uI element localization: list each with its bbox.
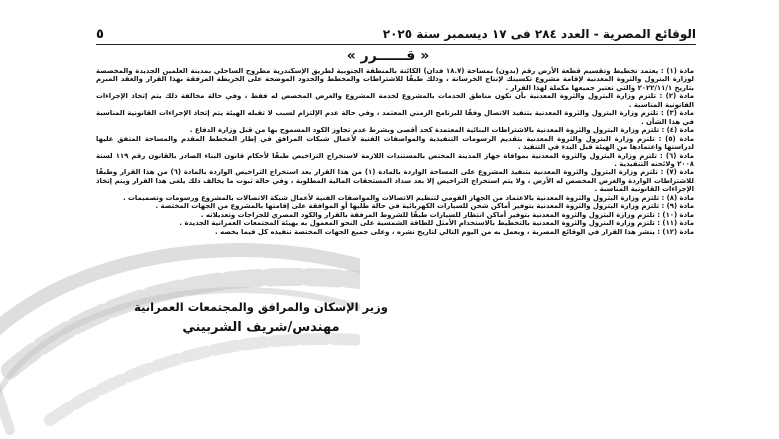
article-text: تلتزم وزارة البترول والثروة المعدنية بالاشتراطات البنائية المعتمدة كحد أقصى وبشرط عدم تجاوز الكود المسموح بها من قبل وزارة الدفاع . [189,126,660,135]
page-number: ٥ [96,27,104,42]
article-label: مادة (١٠) : [657,210,694,219]
article-1 [96,67,694,92]
article-text: تلتزم وزارة البترول والثروة المعدنية بتوفير أماكن شحن للسيارات الكهربائية في حالة طلبها أو الموافقة على إقامتها بالمشروع من الجهات المختصة . [155,202,660,211]
article-4 [96,126,694,134]
decree-body [96,67,694,236]
article-text: تلتزم وزارة البترول والثروة المعدنية بتوفير أماكن انتظار للسيارات طبقًا للشروط المرفقة بالقرار والكود المصري للجراجات وتعديلاته . [200,210,655,219]
minister-name: مهندس/شريف الشربيني [182,320,340,335]
header-divider [96,44,696,45]
article-12 [96,228,694,236]
article-2 [96,92,694,109]
article-10 [96,211,694,219]
article-text: يعتمد تخطيط وتقسيم قطعة الأرض رقم (بدون) بمساحة (١٨.٧ فدان) الكائنة بالمنطقة الجنوبية لطريق الإسكندرية مطروح الساحلي بمدينة العلمين الجديدة والمخصصة لوزارة البترول والثروة المعدنية لإقامة مشروع تكسينك لإنتاج الخرسانة ، وذلك طبقًا للاشتراطات والمخطط والحدود الموضحة على الخريطة المرفقة بهذا القرار والعقد المبرم بتاريخ ٢٠٢٢/١١/١ والتي تعتبر جميعها مكملة لهذا القرار . [96,67,694,92]
article-label: مادة (٦) : [660,151,694,160]
decree-title: « قــــــرر » [346,48,430,64]
article-label: مادة (١٢) : [657,227,694,236]
article-text: ينشر هذا القرار في الوقائع المصرية ، ويعمل به من اليوم التالي لتاريخ نشره ، وعلى جميع الجهات المختصة تنفيذه كل فيما يخصه . [215,227,655,236]
page-header [96,24,696,46]
signature-block [96,300,426,335]
article-6 [96,152,694,169]
article-label: مادة (٣) : [660,109,695,118]
article-text: تلتزم وزارة البترول والثروة المعدنية بالتخطيط بالاستخدام الأمثل للطاقة الشمسية على النحو المعمول به بهيئة المجتمعات العمرانية الجديدة . [179,219,655,228]
article-9 [96,202,694,210]
article-label: مادة (٥) : [658,134,694,143]
article-label: مادة (١١) : [657,219,694,228]
article-7 [96,168,694,193]
article-text: تلتزم وزارة البترول والثروة المعدنية بتنفيذ الاتصال وفقًا للبرنامج الزمني المعتمد ، وفي حالة عدم الإلتزام لسبب لا تقبله الهيئة يتم إتخاذ الإجراءات القانونية المناسبة في هذا الشأن . [96,109,694,126]
article-11 [96,219,694,227]
article-3 [96,109,694,126]
article-label: مادة (٩) : [661,202,694,211]
minister-title: وزير الإسكان والمرافق والمجتمعات العمرانية [134,300,388,314]
article-label: مادة (٨) : [661,193,694,202]
article-5 [96,135,694,152]
article-label: مادة (١) : [660,67,694,75]
gazette-header-title: الوقائع المصرية - العدد ٢٨٤ فى ١٧ ديسمبر سنة ٢٠٢٥ [382,27,696,41]
article-text: تلتزم وزارة البترول والثروة المعدنية بموافاة جهاز المدينة المختص بالمستندات اللازمة لاستخراج التراخيص طبقًا لأحكام قانون البناء الصادر بالقانون رقم ١١٩ لسنة ٢٠٠٨ ولائحته التنفيذية . [96,151,694,168]
article-label: مادة (٢) : [659,92,695,101]
article-text: تلتزم وزارة البترول والثروة المعدنية بالاعتماد من الجهاز القومي لتنظيم الاتصالات والمواصفات الفنية لأعمال شبكة الاتصالات بالمشروع ورسومات وتصميمات . [122,193,660,202]
article-text: تلتزم وزارة البترول والثروة المعدنية بتنفيذ المشروع على المساحة الواردة بالمادة (١) من هذا القرار بعد استخراج التراخيص الواردة بالمادة (٦) من هذا القرار وطبقًا للاشتراطات الواردة والغرض المخصص له الأرض ، ولا يتم استخراج التراخيص إلا بعد سداد المستحقات المالية المطلوبة ، وفي حالة ثبوت ما يخالف ذلك يلغى هذا القرار ويتم إتخاذ الإجراءات القانونية المناسبة . [96,168,694,194]
article-label: مادة (٧) : [660,168,695,177]
article-label: مادة (٤) : [661,126,694,135]
article-text: تلتزم وزارة البترول والثروة المعدنية بتقديم الرسومات التنفيذية والمواصفات الفنية لأعمال شبكات المرافق في إطار المخطط المقدم والمساحة المتفق عليها لدراستها واعتمادها من الهيئة قبل البدء في التنفيذ . [96,134,694,152]
article-8 [96,194,694,202]
article-text: تلتزم وزارة البترول والثروة المعدنية بأن تكون مناطق الخدمات بالمشروع لخدمة المشروع والغرض المخصص له فقط ، وفي حالة مخالفة ذلك يتم إتخاذ الإجراءات القانونية المناسبة . [96,92,694,109]
